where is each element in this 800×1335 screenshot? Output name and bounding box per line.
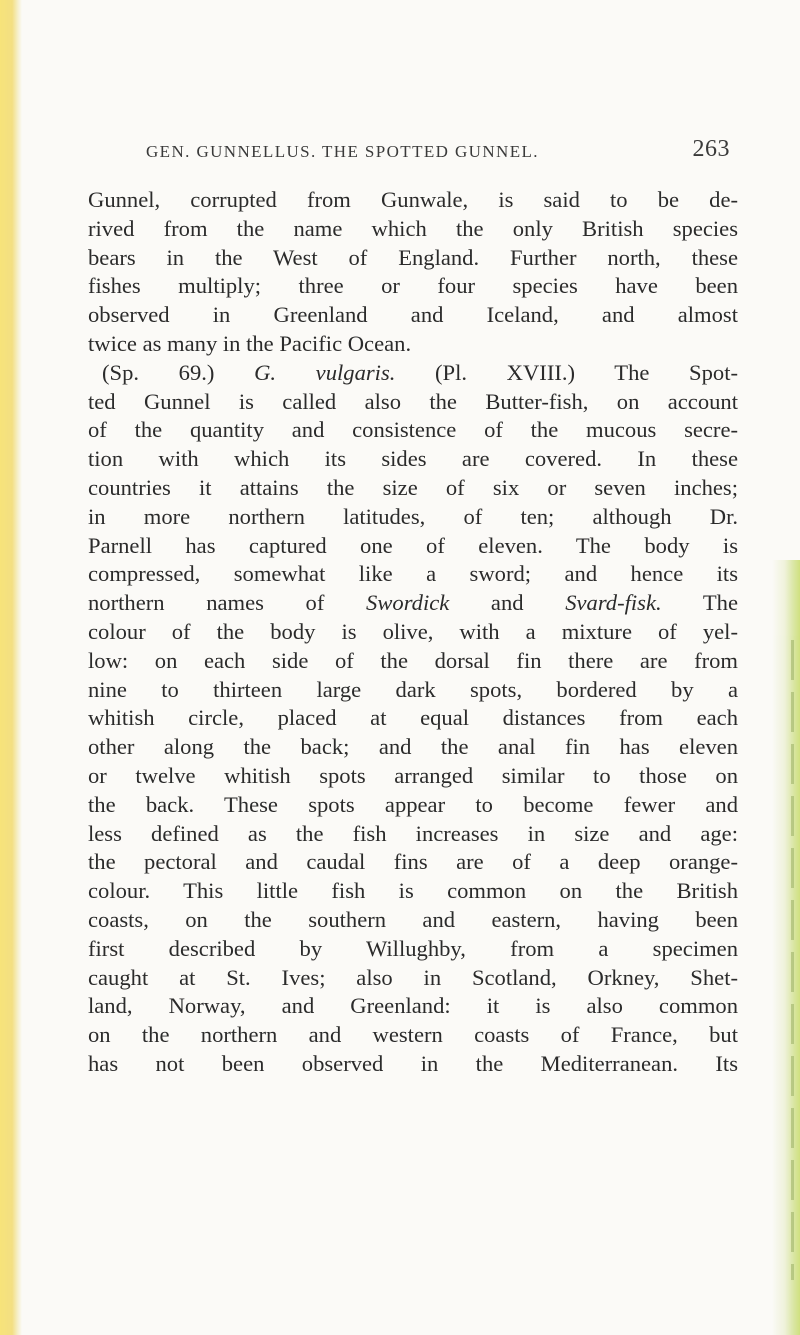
text-line: on the northern and western coasts of France, but [88,1022,738,1048]
text-line: the pectoral and caudal fins are of a deep orange- [88,849,738,875]
text-segment: (Pl. XVIII.) The Spot- [395,359,738,385]
text-line: low: on each side of the dorsal fin there are from [88,647,738,673]
running-head: GEN. GUNNELLUS. THE SPOTTED GUNNEL. [146,142,539,161]
text-line: Gunnel, corrupted from Gunwale, is said to be de- [88,187,738,212]
text-line: compressed, somewhat like a sword; and hence its [88,561,738,587]
text-segment: (Sp. 69.) [102,359,255,385]
text-line [88,589,738,618]
text-line: bears in the West of England. Further north, these [88,244,738,270]
text-line: whitish circle, placed at equal distances from each [88,705,738,731]
text-line: or twelve whitish spots arranged similar to those on [88,762,738,788]
text-segment: The [661,590,738,616]
text-line: fishes multiply; three or four species have been [88,273,738,299]
text-line: Parnell has captured one of eleven. The body is [88,532,738,558]
text-line: ted Gunnel is called also the Butter-fish, on account [88,388,738,414]
northern-name: Svard-fisk. [565,590,662,616]
text-line: colour. This little fish is common on the British [88,878,738,904]
page-number: 263 [692,136,730,162]
page-header [146,136,730,172]
text-line: countries it attains the size of six or seven inches; [88,474,738,500]
text-line: of the quantity and consistence of the mucous secre- [88,417,738,443]
text-line: colour of the body is olive, with a mixture of yel- [88,618,738,644]
page-edge-right [772,560,800,1335]
text-line: in more northern latitudes, of ten; although Dr. [88,503,738,529]
text-line: observed in Greenland and Iceland, and almost [88,302,738,328]
text-line [88,359,738,388]
text-line: caught at St. Ives; also in Scotland, Orkney, Shet- [88,964,738,990]
text-line: nine to thirteen large dark spots, bordered by a [88,676,738,702]
page-edge-left [0,0,22,1335]
text-line: tion with which its sides are covered. In these [88,446,738,472]
text-line: less defined as the fish increases in size and age: [88,820,738,846]
text-line: coasts, on the southern and eastern, having been [88,906,738,932]
text-line: has not been observed in the Mediterranean. Its [88,1050,738,1076]
text-line: rived from the name which the only British species [88,215,738,241]
body-text [88,186,738,1079]
text-line: other along the back; and the anal fin has eleven [88,734,738,760]
text-line: the back. These spots appear to become fewer and [88,791,738,817]
text-segment: northern names of [88,590,367,616]
text-segment: and [449,590,566,616]
text-line: land, Norway, and Greenland: it is also common [88,993,738,1019]
species-name: G. vulgaris. [254,359,396,385]
text-line: first described by Willughby, from a specimen [88,935,738,961]
northern-name: Swordick [366,590,450,616]
text-line: twice as many in the Pacific Ocean. [88,330,412,356]
